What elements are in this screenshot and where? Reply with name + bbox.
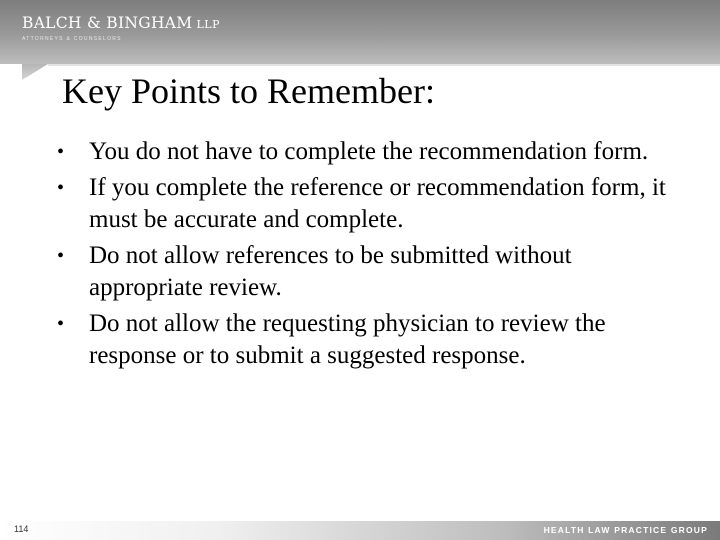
firm-logo bbox=[22, 14, 220, 42]
firm-name-text: BALCH & BINGHAM bbox=[22, 14, 193, 32]
bullet-icon: • bbox=[57, 245, 65, 267]
page-number: 114 bbox=[14, 524, 29, 534]
bullet-text: Do not allow references to be submitted without appropriate review. bbox=[89, 242, 572, 301]
firm-tagline: ATTORNEYS & COUNSELORS bbox=[22, 36, 122, 42]
firm-suffix: LLP bbox=[196, 18, 220, 31]
bullet-icon: • bbox=[57, 313, 65, 335]
bullet-text: Do not allow the requesting physician to review the response or to submit a suggested response. bbox=[89, 310, 606, 369]
practice-group-name: HEALTH LAW PRACTICE GROUP bbox=[543, 525, 708, 535]
bullet-item bbox=[56, 136, 676, 168]
bullet-list bbox=[56, 136, 676, 376]
bullet-text: If you complete the reference or recommendation form, it must be accurate and complete. bbox=[89, 174, 666, 233]
bullet-item bbox=[56, 240, 676, 304]
footer-bar bbox=[0, 521, 720, 540]
bullet-item bbox=[56, 308, 676, 372]
firm-name bbox=[22, 14, 220, 34]
bullet-icon: • bbox=[57, 141, 65, 163]
bullet-icon: • bbox=[57, 177, 65, 199]
bullet-text: You do not have to complete the recommendation form. bbox=[89, 138, 649, 165]
bullet-item bbox=[56, 172, 676, 236]
page-title: Key Points to Remember: bbox=[62, 71, 435, 111]
